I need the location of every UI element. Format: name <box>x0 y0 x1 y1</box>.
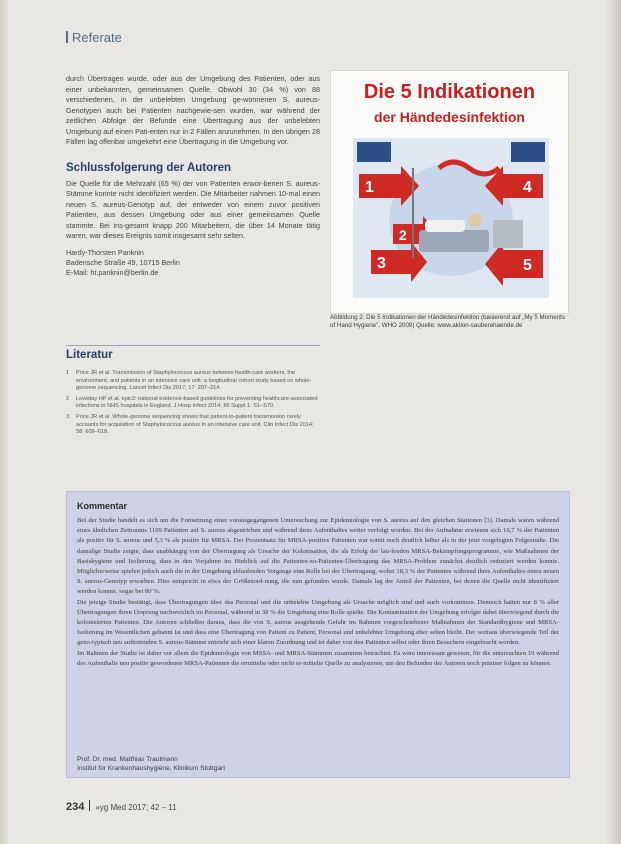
reference-list <box>66 370 320 440</box>
author-name: Hardy-Thorsten Panknin <box>66 247 144 257</box>
legend-box-right <box>511 142 545 162</box>
reference-item <box>66 414 320 437</box>
page-number: 234 <box>66 801 85 813</box>
hand-hygiene-figure <box>330 70 569 314</box>
figure-caption: Abbildung 2: Die 5 Indikationen der Händedesinfektion (basierend auf „My 5 Moments of Hand Hygiene", WHO 2009) Quelle: www.aktion-sauberehaende.de <box>330 314 565 329</box>
legend-box-left <box>357 142 391 162</box>
page-footer <box>66 800 177 813</box>
comment-paragraph: Bei der Studie handelt es sich um die Fortsetzung einer vorausgegangenen Untersuchung zur Epidemiologie von S. aureus auf den gleichen Stationen [3]. Damals waren während eines ähnlichen Zeitraums 1109 Patienten auf S. aureus abgestrichen und während ihres Aufenthaltes weiter verfolgt worden. Bei der Aufnahme erwiesen sich 16,7 % der Patienten als positiv für S. aureus und 5,3 % als positiv für MRSA. Der Prozentsatz für MRSA-positive Patienten war somit noch deutlich höher als in der jetzt vorgelegten Folgestudie. Die damalige Studie zeigte, dass unabhängig von der Übertragung als Ursache der Kolonisation, die als Erfolg der lau-fenden MRSA-Bekämpfungsprogramme, wie Maßnahmen der Basishygiene und Isolierung, dass in den Vorjahren im Hinblick auf die Patienten-zu-Patienten-Übertragung das MRSA-Problem zunächst deutlich reduziert werden konnte. Möglicherweise spielen jedoch auch die in der Umgebung ablaufenden Vorgänge eine Rolle bei der Übertragung, wobei 18,3 % der Patienten während ihres Aufenthaltes einen neuen S. aureus-Genotyp erwarben. Dies entspricht in etwa der Größenord-nung, die nun gefunden wurde. Damals lag der Anteil der Patienten, bei denen die Quelle nicht identifiziert werden konnte, sogar bei 80 %. <box>77 517 559 596</box>
literature-rule <box>66 345 320 346</box>
comment-paragraph: Die jetzige Studie bestätigt, dass Übertragungen über das Personal und die unbelebte Umgebung als Ursache möglich sind und auch vorkommen. Dennoch hatten nur 8 % aller Übertragungen ihren Ursprung nachweislich im Personal, während in 38 % die Umgebung eine Rolle spielte. Die Kontamination der Umgebung erfolgte dabei überwiegend durch die kolonisierten Patienten. Die Autoren schließen daraus, dass die von S. aureus ausgehende Gefahr im Rahmen vorgeschriebener Maßnahmen der Standardhygiene und MRSA-Isolierung im Wesentlichen gebannt ist und dass eine Übertragung von Patient zu Patient, Personal und unbelebter Umgebung eher selten bleibt. Der weitaus überwiegende Teil der geno-typisch neu auftretenden S. aureus-Stämme entzieht sich einer klaren Zuordnung und ist daher von den Patienten selbst oder ihren Besuchern eingebracht worden. <box>77 598 559 647</box>
reference-text: Loveday HP et al. epic3: national evidence-based guidelines for preventing healthcare-associated infections in NHS hospitals in England. J Hosp Infect 2014; 86 Suppl 1: S1–S70. <box>76 395 318 410</box>
signer-institute: Institut für Krankenhaushygiene, Klinikum Stuttgart <box>77 764 226 772</box>
moment-label: 3 <box>377 255 386 272</box>
reference-text: Price JR et al. Whole-genome sequencing shows that patient-to-patient transmission rarely accounts for acquisition of Staphylococcus aureus in an intensive care unit. Clin Infect Dis 2014; 58: 609–618. <box>76 413 314 436</box>
reference-text: Price JR et al. Transmission of Staphylococcus aureus between health-care workers, the environment, and patients in an intensive care unit: a longitudinal cohort study based on whole-genome sequencing. Lancet Infect Dis 2017; 17: 207–214. <box>76 370 312 392</box>
figure-title-line2: der Händedesinfektion <box>374 109 525 125</box>
five-moments-diagram <box>353 138 549 298</box>
reference-item <box>66 396 320 411</box>
comment-body <box>77 516 559 669</box>
author-email: E-Mail: ht.panknin@berlin.de <box>66 267 159 277</box>
reference-number: 3 <box>66 413 70 420</box>
reference-number: 2 <box>66 395 70 402</box>
moment-label: 5 <box>523 257 532 274</box>
bed-icon <box>419 230 489 252</box>
signer-name: Prof. Dr. med. Matthias Trautmann <box>77 756 178 763</box>
header-divider <box>66 31 68 43</box>
moment-label: 2 <box>399 227 407 243</box>
footer-divider <box>89 800 90 811</box>
figure-title-line1: Die 5 Indikationen <box>363 81 536 103</box>
scan-shadow-right <box>605 0 621 844</box>
literature-heading: Literatur <box>66 349 113 361</box>
journal-issue: »yg Med 2017; 42 – 11 <box>95 803 177 812</box>
article-column <box>66 74 320 278</box>
scan-shadow-left <box>0 0 10 844</box>
comment-signature <box>77 756 225 773</box>
comment-heading: Kommentar <box>77 501 128 511</box>
reference-number: 1 <box>66 370 70 376</box>
reference-item <box>66 370 320 393</box>
section-label: Referate <box>72 30 122 45</box>
author-street: Badensche Straße 49, 10715 Berlin <box>66 257 180 267</box>
conclusion-heading: Schlussfolgerung der Autoren <box>66 161 232 174</box>
intro-paragraph: durch Übertragen wurde, oder aus der Umgebung des Patienten, oder aus einer unbekannten, gemeinsamen Quelle. Obwohl 30 (34 %) von 88 verschiedenen, in der unbelebten Umgebung ge-wonnenen S. aureus-Genotypen auch bei Patienten nachgewie-sen wurden, war während der zeitlichen Abfolge der Befunde eine Übertragung aus der unbelebten Umgebung auf einen Pati-enten nur in 2 Fällen anzunehmen. In den übrigen 28 Fällen lag offenbar umgekehrt eine Übertragung in die Umgebung vor. <box>66 74 320 146</box>
moment-label: 4 <box>523 179 532 196</box>
conclusion-paragraph: Die Quelle für die Mehrzahl (65 %) der von Patienten erwor-benen S. aureus-Stämme konnte nicht identifiziert werden. Die Mitarbeiter nahmen 10-mal einen neuen S. aureus-Genotyp auf, der entweder von einem zuvor positiven Patienten, aus dessen Umgebung oder aus einer gemeinsamen Quelle stammte. Bei ins-gesamt knapp 200 Mitarbeitern, die über 14 Monate tätig waren, war dieses Ereignis somit insgesamt sehr selten. <box>66 178 320 240</box>
section-header <box>66 30 122 45</box>
patient-icon <box>468 213 482 227</box>
comment-paragraph: Im Rahmen der Studie ist daher vor allem die Epidemiologie von MSSA- und MRSA-Stämmen zusammen betrachtet. Es wäre interessant gewesen, für die untersuchten 19 während des Aufenthalts neu positiv gewordenen MRSA-Patienten die ermittelte oder nicht er-mittelte Quelle zu analysieren, um den Befunden der Autoren noch präziser folgen zu können. <box>77 649 559 667</box>
moment-label: 1 <box>365 179 374 196</box>
author-address <box>66 248 320 278</box>
comment-box <box>66 491 570 778</box>
